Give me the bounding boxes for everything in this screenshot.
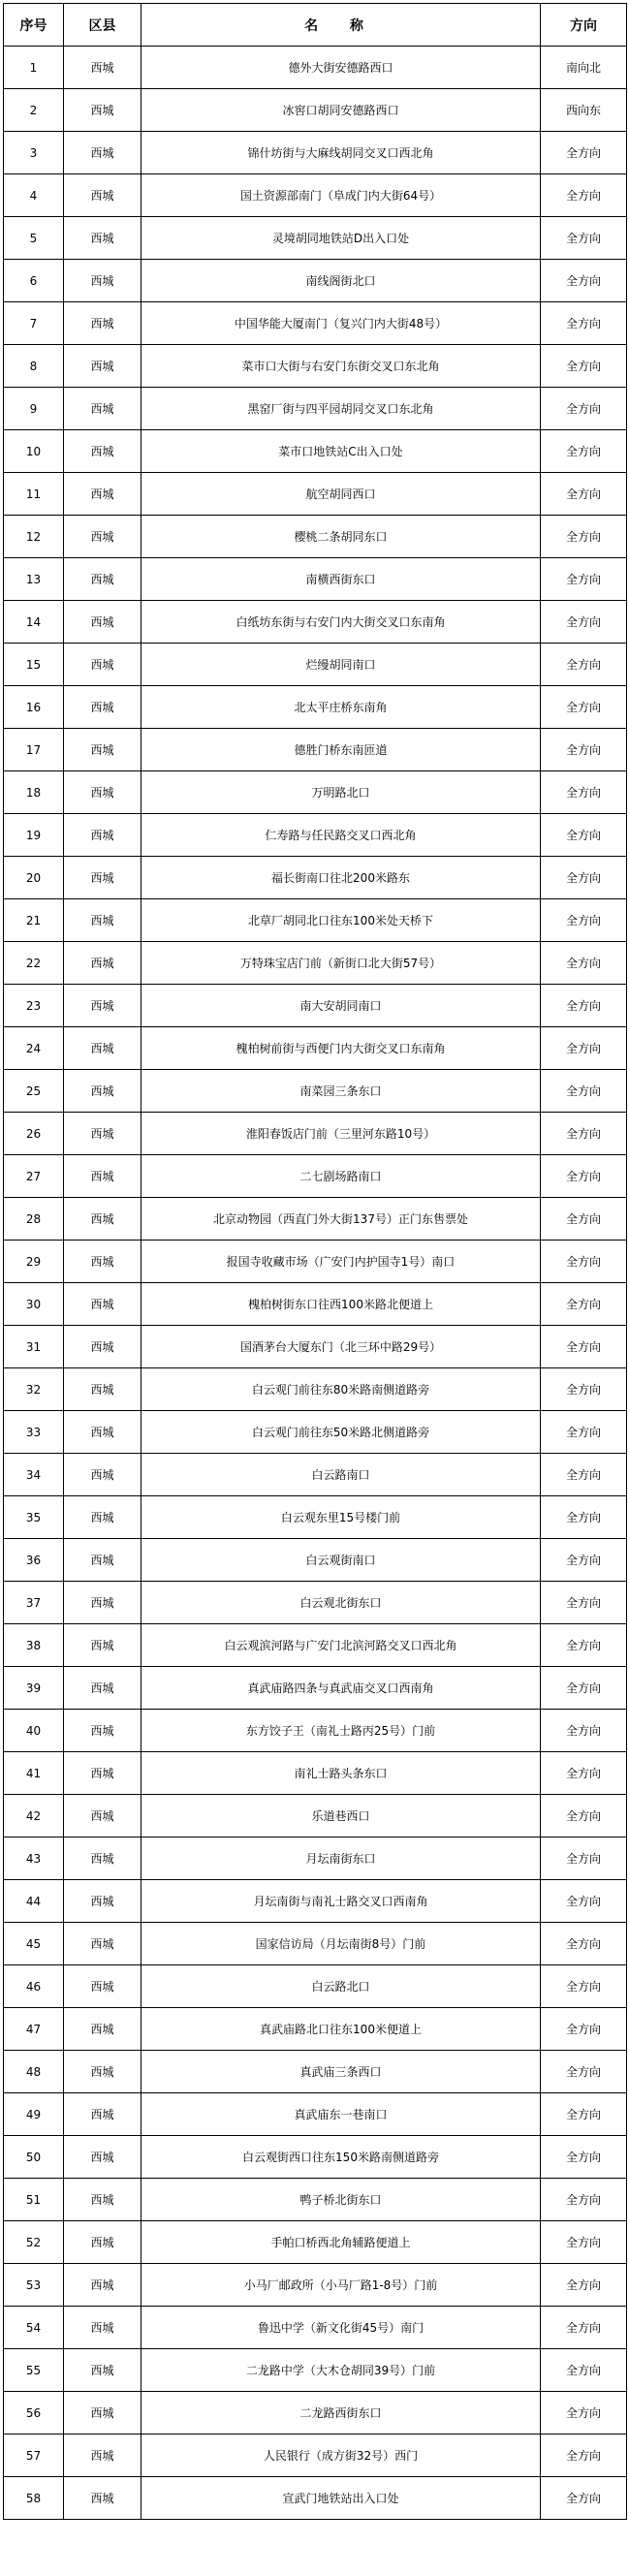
- cell-seq: 39: [4, 1667, 64, 1710]
- table-row: [4, 1326, 627, 1368]
- table-row: [4, 2179, 627, 2221]
- table-row: [4, 1155, 627, 1198]
- cell-name: 国酒茅台大厦东门（北三环中路29号）: [142, 1326, 541, 1368]
- cell-name: 菜市口大街与右安门东街交叉口东北角: [142, 345, 541, 388]
- table-row: [4, 729, 627, 771]
- cell-direction: 全方向: [541, 2008, 627, 2051]
- cell-name: 福长街南口往北200米路东: [142, 857, 541, 899]
- cell-district: 西城: [64, 686, 142, 729]
- cell-name: 国土资源部南门（阜成门内大街64号）: [142, 174, 541, 217]
- cell-direction: 全方向: [541, 1880, 627, 1923]
- table-row: [4, 1710, 627, 1752]
- cell-district: 西城: [64, 516, 142, 558]
- cell-name: 中国华能大厦南门（复兴门内大街48号）: [142, 302, 541, 345]
- table-row: [4, 2051, 627, 2093]
- cell-seq: 43: [4, 1838, 64, 1880]
- cell-district: 西城: [64, 2221, 142, 2264]
- cell-district: 西城: [64, 2008, 142, 2051]
- cell-seq: 6: [4, 260, 64, 302]
- cell-seq: 27: [4, 1155, 64, 1198]
- cell-seq: 45: [4, 1923, 64, 1965]
- cell-direction: 全方向: [541, 2179, 627, 2221]
- cell-seq: 38: [4, 1624, 64, 1667]
- table-row: [4, 1965, 627, 2008]
- cell-name: 东方饺子王（南礼士路丙25号）门前: [142, 1710, 541, 1752]
- cell-direction: 全方向: [541, 1965, 627, 2008]
- cell-district: 西城: [64, 1155, 142, 1198]
- cell-direction: 全方向: [541, 1326, 627, 1368]
- cell-district: 西城: [64, 1496, 142, 1539]
- cell-direction: 全方向: [541, 430, 627, 473]
- cell-district: 西城: [64, 1667, 142, 1710]
- table-row: [4, 302, 627, 345]
- cell-name: 北草厂胡同北口往东100米处天桥下: [142, 899, 541, 942]
- cell-direction: 全方向: [541, 516, 627, 558]
- cell-seq: 21: [4, 899, 64, 942]
- table-row: [4, 430, 627, 473]
- cell-district: 西城: [64, 2093, 142, 2136]
- cell-name: 国家信访局（月坛南街8号）门前: [142, 1923, 541, 1965]
- cell-name: 南大安胡同南口: [142, 985, 541, 1027]
- cell-seq: 23: [4, 985, 64, 1027]
- cell-district: 西城: [64, 2136, 142, 2179]
- cell-direction: 全方向: [541, 814, 627, 857]
- table-row: [4, 2093, 627, 2136]
- cell-name: 白云路南口: [142, 1454, 541, 1496]
- cell-seq: 41: [4, 1752, 64, 1795]
- cell-direction: 全方向: [541, 1454, 627, 1496]
- cell-direction: 南向北: [541, 47, 627, 89]
- cell-district: 西城: [64, 558, 142, 601]
- table-row: [4, 217, 627, 260]
- cell-direction: 全方向: [541, 345, 627, 388]
- table-row: [4, 1027, 627, 1070]
- cell-seq: 19: [4, 814, 64, 857]
- cell-name: 宣武门地铁站出入口处: [142, 2477, 541, 2520]
- cell-seq: 42: [4, 1795, 64, 1838]
- cell-direction: 全方向: [541, 729, 627, 771]
- cell-district: 西城: [64, 899, 142, 942]
- cell-district: 西城: [64, 814, 142, 857]
- cell-direction: 全方向: [541, 1539, 627, 1582]
- cell-name: 菜市口地铁站C出入口处: [142, 430, 541, 473]
- cell-name: 二龙路西街东口: [142, 2392, 541, 2435]
- cell-seq: 44: [4, 1880, 64, 1923]
- cell-direction: 全方向: [541, 2349, 627, 2392]
- cell-seq: 17: [4, 729, 64, 771]
- cell-seq: 31: [4, 1326, 64, 1368]
- table-row: [4, 558, 627, 601]
- cell-name: 烂缦胡同南口: [142, 644, 541, 686]
- cell-seq: 48: [4, 2051, 64, 2093]
- cell-seq: 9: [4, 388, 64, 430]
- cell-name: 南礼士路头条东口: [142, 1752, 541, 1795]
- table-row: [4, 1539, 627, 1582]
- table-row: [4, 1880, 627, 1923]
- cell-district: 西城: [64, 729, 142, 771]
- cell-seq: 49: [4, 2093, 64, 2136]
- cell-name: 白云观门前往东80米路南侧道路旁: [142, 1368, 541, 1411]
- cell-name: 白云观街南口: [142, 1539, 541, 1582]
- cell-name: 黑窑厂街与四平园胡同交叉口东北角: [142, 388, 541, 430]
- cell-name: 万明路北口: [142, 771, 541, 814]
- cell-district: 西城: [64, 2179, 142, 2221]
- cell-district: 西城: [64, 132, 142, 174]
- table-row: [4, 516, 627, 558]
- cell-seq: 54: [4, 2307, 64, 2349]
- cell-district: 西城: [64, 473, 142, 516]
- table-row: [4, 814, 627, 857]
- cell-direction: 全方向: [541, 644, 627, 686]
- table-row: [4, 899, 627, 942]
- cell-seq: 50: [4, 2136, 64, 2179]
- table-row: [4, 1923, 627, 1965]
- cell-seq: 24: [4, 1027, 64, 1070]
- table-row: [4, 2264, 627, 2307]
- table-row: [4, 942, 627, 985]
- cell-direction: 全方向: [541, 899, 627, 942]
- cell-name: 白云观街西口往东150米路南侧道路旁: [142, 2136, 541, 2179]
- cell-direction: 全方向: [541, 2477, 627, 2520]
- cell-seq: 46: [4, 1965, 64, 2008]
- cell-seq: 7: [4, 302, 64, 345]
- cell-seq: 13: [4, 558, 64, 601]
- cell-name: 北京动物园（西直门外大街137号）正门东售票处: [142, 1198, 541, 1241]
- cell-name: 真武庙路四条与真武庙交叉口西南角: [142, 1667, 541, 1710]
- cell-name: 樱桃二条胡同东口: [142, 516, 541, 558]
- table-row: [4, 1113, 627, 1155]
- cell-district: 西城: [64, 1752, 142, 1795]
- cell-direction: 全方向: [541, 2136, 627, 2179]
- cell-name: 二龙路中学（大木仓胡同39号）门前: [142, 2349, 541, 2392]
- cell-direction: 全方向: [541, 1923, 627, 1965]
- cell-direction: 全方向: [541, 2051, 627, 2093]
- cell-seq: 14: [4, 601, 64, 644]
- cell-direction: 全方向: [541, 2221, 627, 2264]
- cell-district: 西城: [64, 2307, 142, 2349]
- cell-district: 西城: [64, 217, 142, 260]
- table-row: [4, 2136, 627, 2179]
- cell-district: 西城: [64, 857, 142, 899]
- cell-seq: 12: [4, 516, 64, 558]
- table-row: [4, 2221, 627, 2264]
- location-table: [3, 3, 627, 2520]
- cell-name: 人民银行（成方街32号）西门: [142, 2435, 541, 2477]
- cell-name: 手帕口桥西北角辅路便道上: [142, 2221, 541, 2264]
- cell-seq: 25: [4, 1070, 64, 1113]
- table-body: [4, 47, 627, 2520]
- cell-district: 西城: [64, 47, 142, 89]
- cell-district: 西城: [64, 2477, 142, 2520]
- cell-district: 西城: [64, 985, 142, 1027]
- cell-district: 西城: [64, 1283, 142, 1326]
- cell-name: 鸭子桥北街东口: [142, 2179, 541, 2221]
- table-header-row: [4, 4, 627, 47]
- cell-district: 西城: [64, 1795, 142, 1838]
- table-row: [4, 1752, 627, 1795]
- cell-seq: 32: [4, 1368, 64, 1411]
- cell-seq: 16: [4, 686, 64, 729]
- table-row: [4, 1667, 627, 1710]
- cell-seq: 20: [4, 857, 64, 899]
- cell-name: 槐柏树街东口往西100米路北便道上: [142, 1283, 541, 1326]
- cell-district: 西城: [64, 1539, 142, 1582]
- cell-seq: 40: [4, 1710, 64, 1752]
- cell-direction: 全方向: [541, 2435, 627, 2477]
- cell-direction: 全方向: [541, 2264, 627, 2307]
- cell-district: 西城: [64, 1582, 142, 1624]
- cell-name: 锦什坊街与大麻线胡同交叉口西北角: [142, 132, 541, 174]
- cell-direction: 全方向: [541, 2392, 627, 2435]
- table-row: [4, 132, 627, 174]
- table-row: [4, 686, 627, 729]
- cell-district: 西城: [64, 1027, 142, 1070]
- table-row: [4, 174, 627, 217]
- table-row: [4, 260, 627, 302]
- cell-direction: 全方向: [541, 1795, 627, 1838]
- table-row: [4, 771, 627, 814]
- table-row: [4, 1496, 627, 1539]
- cell-seq: 2: [4, 89, 64, 132]
- header-name-text: 名 称: [304, 17, 377, 34]
- table-row: [4, 1624, 627, 1667]
- cell-district: 西城: [64, 1198, 142, 1241]
- cell-seq: 18: [4, 771, 64, 814]
- cell-seq: 58: [4, 2477, 64, 2520]
- cell-district: 西城: [64, 1965, 142, 2008]
- cell-direction: 全方向: [541, 857, 627, 899]
- cell-direction: 全方向: [541, 1198, 627, 1241]
- cell-direction: 全方向: [541, 1624, 627, 1667]
- cell-name: 小马厂邮政所（小马厂路1-8号）门前: [142, 2264, 541, 2307]
- cell-name: 白云观门前往东50米路北侧道路旁: [142, 1411, 541, 1454]
- cell-name: 真武庙路北口往东100米便道上: [142, 2008, 541, 2051]
- cell-seq: 4: [4, 174, 64, 217]
- cell-district: 西城: [64, 302, 142, 345]
- table-row: [4, 345, 627, 388]
- cell-district: 西城: [64, 2435, 142, 2477]
- table-row: [4, 985, 627, 1027]
- cell-district: 西城: [64, 1070, 142, 1113]
- cell-direction: 全方向: [541, 771, 627, 814]
- cell-seq: 33: [4, 1411, 64, 1454]
- table-row: [4, 1198, 627, 1241]
- cell-name: 白云观东里15号楼门前: [142, 1496, 541, 1539]
- cell-direction: 全方向: [541, 1241, 627, 1283]
- cell-direction: 全方向: [541, 1411, 627, 1454]
- cell-name: 二七剧场路南口: [142, 1155, 541, 1198]
- table-row: [4, 2008, 627, 2051]
- table-row: [4, 1582, 627, 1624]
- cell-seq: 57: [4, 2435, 64, 2477]
- cell-district: 西城: [64, 1454, 142, 1496]
- cell-seq: 11: [4, 473, 64, 516]
- cell-name: 乐道巷西口: [142, 1795, 541, 1838]
- cell-name: 月坛南街东口: [142, 1838, 541, 1880]
- cell-name: 鲁迅中学（新文化街45号）南门: [142, 2307, 541, 2349]
- cell-district: 西城: [64, 1326, 142, 1368]
- cell-seq: 52: [4, 2221, 64, 2264]
- cell-name: 南横西街东口: [142, 558, 541, 601]
- cell-name: 白云路北口: [142, 1965, 541, 2008]
- cell-seq: 1: [4, 47, 64, 89]
- cell-direction: 全方向: [541, 1582, 627, 1624]
- cell-seq: 35: [4, 1496, 64, 1539]
- cell-seq: 37: [4, 1582, 64, 1624]
- cell-name: 仁寿路与任民路交叉口西北角: [142, 814, 541, 857]
- cell-direction: 全方向: [541, 2307, 627, 2349]
- cell-name: 德外大街安德路西口: [142, 47, 541, 89]
- cell-district: 西城: [64, 601, 142, 644]
- cell-name: 德胜门桥东南匝道: [142, 729, 541, 771]
- cell-district: 西城: [64, 2349, 142, 2392]
- cell-district: 西城: [64, 1411, 142, 1454]
- cell-direction: 全方向: [541, 1283, 627, 1326]
- table-row: [4, 601, 627, 644]
- cell-seq: 28: [4, 1198, 64, 1241]
- cell-direction: 全方向: [541, 942, 627, 985]
- cell-seq: 51: [4, 2179, 64, 2221]
- cell-direction: 全方向: [541, 1070, 627, 1113]
- cell-seq: 26: [4, 1113, 64, 1155]
- table-row: [4, 2307, 627, 2349]
- cell-district: 西城: [64, 2051, 142, 2093]
- table-row: [4, 1795, 627, 1838]
- cell-seq: 47: [4, 2008, 64, 2051]
- cell-seq: 29: [4, 1241, 64, 1283]
- cell-name: 白纸坊东街与右安门内大街交叉口东南角: [142, 601, 541, 644]
- cell-name: 万特珠宝店门前（新街口北大街57号）: [142, 942, 541, 985]
- table-row: [4, 1838, 627, 1880]
- table-row: [4, 1411, 627, 1454]
- cell-seq: 5: [4, 217, 64, 260]
- header-seq: 序号: [4, 4, 64, 47]
- cell-direction: 全方向: [541, 388, 627, 430]
- table-row: [4, 1070, 627, 1113]
- cell-name: 报国寺收藏市场（广安门内护国寺1号）南口: [142, 1241, 541, 1283]
- cell-direction: 全方向: [541, 1027, 627, 1070]
- cell-direction: 全方向: [541, 1368, 627, 1411]
- cell-district: 西城: [64, 1838, 142, 1880]
- cell-name: 月坛南街与南礼士路交叉口西南角: [142, 1880, 541, 1923]
- table-row: [4, 2435, 627, 2477]
- cell-seq: 34: [4, 1454, 64, 1496]
- cell-district: 西城: [64, 1624, 142, 1667]
- cell-name: 真武庙三条西口: [142, 2051, 541, 2093]
- cell-direction: 全方向: [541, 260, 627, 302]
- cell-seq: 30: [4, 1283, 64, 1326]
- cell-name: 白云观滨河路与广安门北滨河路交叉口西北角: [142, 1624, 541, 1667]
- table-row: [4, 2477, 627, 2520]
- cell-name: 冰窖口胡同安德路西口: [142, 89, 541, 132]
- cell-direction: 全方向: [541, 2093, 627, 2136]
- cell-direction: 全方向: [541, 302, 627, 345]
- cell-district: 西城: [64, 1241, 142, 1283]
- cell-district: 西城: [64, 430, 142, 473]
- table-row: [4, 1368, 627, 1411]
- cell-seq: 55: [4, 2349, 64, 2392]
- cell-name: 淮阳春饭店门前（三里河东路10号）: [142, 1113, 541, 1155]
- cell-seq: 56: [4, 2392, 64, 2435]
- table-row: [4, 644, 627, 686]
- cell-direction: 全方向: [541, 1667, 627, 1710]
- cell-district: 西城: [64, 388, 142, 430]
- table-row: [4, 473, 627, 516]
- table-row: [4, 857, 627, 899]
- cell-seq: 8: [4, 345, 64, 388]
- cell-seq: 15: [4, 644, 64, 686]
- table-row: [4, 47, 627, 89]
- cell-direction: 全方向: [541, 985, 627, 1027]
- cell-name: 真武庙东一巷南口: [142, 2093, 541, 2136]
- cell-direction: 全方向: [541, 174, 627, 217]
- cell-name: 南线阁街北口: [142, 260, 541, 302]
- cell-direction: 全方向: [541, 473, 627, 516]
- cell-direction: 全方向: [541, 217, 627, 260]
- cell-seq: 10: [4, 430, 64, 473]
- table-row: [4, 388, 627, 430]
- header-name: [142, 4, 541, 47]
- cell-district: 西城: [64, 942, 142, 985]
- cell-district: 西城: [64, 260, 142, 302]
- cell-direction: 全方向: [541, 132, 627, 174]
- cell-direction: 全方向: [541, 601, 627, 644]
- cell-district: 西城: [64, 644, 142, 686]
- cell-district: 西城: [64, 345, 142, 388]
- table-row: [4, 1241, 627, 1283]
- table-row: [4, 1283, 627, 1326]
- cell-direction: 全方向: [541, 1752, 627, 1795]
- cell-direction: 全方向: [541, 1496, 627, 1539]
- cell-district: 西城: [64, 1710, 142, 1752]
- cell-name: 白云观北街东口: [142, 1582, 541, 1624]
- header-district: 区县: [64, 4, 142, 47]
- table-row: [4, 1454, 627, 1496]
- cell-district: 西城: [64, 174, 142, 217]
- cell-seq: 22: [4, 942, 64, 985]
- cell-seq: 53: [4, 2264, 64, 2307]
- cell-seq: 36: [4, 1539, 64, 1582]
- cell-direction: 全方向: [541, 1155, 627, 1198]
- cell-name: 北太平庄桥东南角: [142, 686, 541, 729]
- cell-direction: 全方向: [541, 558, 627, 601]
- cell-name: 航空胡同西口: [142, 473, 541, 516]
- header-direction: 方向: [541, 4, 627, 47]
- cell-direction: 全方向: [541, 686, 627, 729]
- cell-district: 西城: [64, 1880, 142, 1923]
- cell-district: 西城: [64, 1923, 142, 1965]
- cell-district: 西城: [64, 2392, 142, 2435]
- table-row: [4, 2392, 627, 2435]
- cell-district: 西城: [64, 89, 142, 132]
- cell-direction: 全方向: [541, 1113, 627, 1155]
- cell-name: 灵境胡同地铁站D出入口处: [142, 217, 541, 260]
- cell-direction: 全方向: [541, 1838, 627, 1880]
- cell-name: 南菜园三条东口: [142, 1070, 541, 1113]
- cell-district: 西城: [64, 1368, 142, 1411]
- cell-district: 西城: [64, 2264, 142, 2307]
- cell-district: 西城: [64, 1113, 142, 1155]
- cell-direction: 全方向: [541, 1710, 627, 1752]
- cell-seq: 3: [4, 132, 64, 174]
- cell-district: 西城: [64, 771, 142, 814]
- table-row: [4, 89, 627, 132]
- cell-direction: 西向东: [541, 89, 627, 132]
- table-row: [4, 2349, 627, 2392]
- cell-name: 槐柏树前街与西便门内大街交叉口东南角: [142, 1027, 541, 1070]
